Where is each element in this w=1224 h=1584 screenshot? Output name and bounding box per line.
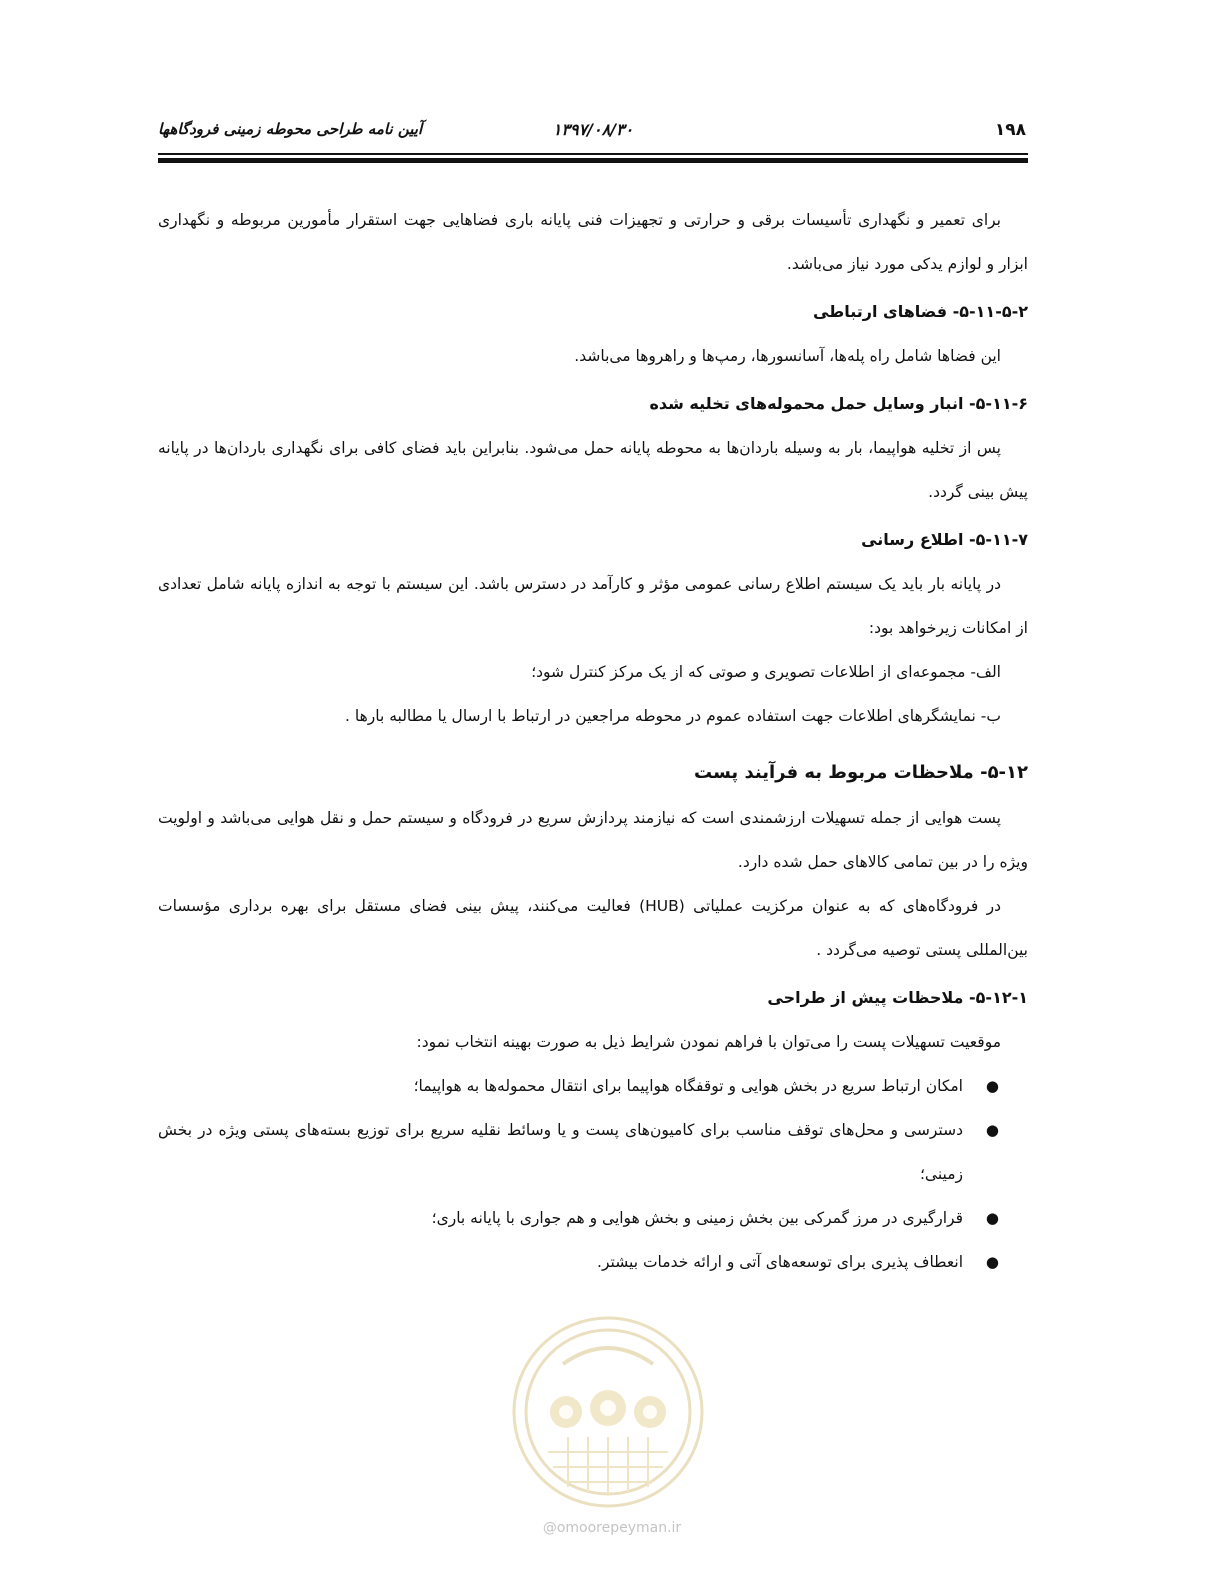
section-heading: ۵-۱۱-۶- انبار وسایل حمل محموله‌های تخلیه شده [649,394,1028,413]
list-item-text: امکان ارتباط سریع در بخش هوایی و توقفگاه هواپیما برای انتقال محموله‌ها به هواپیما؛ [413,1077,963,1095]
list-item [158,1108,1001,1196]
paragraph: موقعیت تسهیلات پست را می‌توان با فراهم نمودن شرایط ذیل به صورت بهینه انتخاب نمود: [416,1033,1001,1051]
paragraph: پست هوایی از جمله تسهیلات ارزشمندی است که نیازمند پردازش سریع در فرودگاه و سیستم حمل و نقل هوایی می‌باشد و اولویت ویژه را در بین تمامی کالاهای حمل شده دارد. [158,809,1028,871]
list-item-alef: الف- مجموعه‌ای از اطلاعات تصویری و صوتی که از یک مرکز کنترل شود؛ [531,663,1001,681]
paragraph: در فرودگاه‌های که به عنوان مرکزیت عملیاتی (HUB) فعالیت می‌کنند، پیش بینی فضای مستقل برای بهره برداری مؤسسات بین‌المللی پستی توصیه می‌گردد . [158,897,1028,959]
bullet-icon: ● [985,1077,999,1095]
list-item-text: قرارگیری در مرز گمرکی بین بخش زمینی و بخش هوایی و هم جواری با پایانه باری؛ [431,1209,963,1227]
list-item [158,1240,1001,1284]
list-item [158,1196,1001,1240]
paragraph: در پایانه بار باید یک سیستم اطلاع رسانی عمومی مؤثر و کارآمد در دسترس باشد. این سیستم با توجه به اندازه پایانه شامل تعدادی از امکانات زیرخواهد بود: [158,575,1028,637]
paragraph: این فضاها شامل راه پله‌ها، آسانسورها، رمپ‌ها و راهروها می‌باشد. [574,347,1001,365]
list-item-be: ب- نمایشگرهای اطلاعات جهت استفاده عموم در محوطه مراجعین در ارتباط با ارسال یا مطالبه بارها . [345,707,1001,725]
page-number: ۱۹۸ [994,120,1026,140]
section-heading: ۵-۱۱-۵-۲- فضاهای ارتباطی [812,302,1028,321]
paragraph: برای تعمیر و نگهداری تأسیسات برقی و حرارتی و تجهیزات فنی پایانه باری فضاهایی جهت استقرار مأمورین مربوطه و نگهداری ابزار و لوازم یدکی مورد نیاز می‌باشد. [158,211,1028,273]
list-item-text: انعطاف پذیری برای توسعه‌های آتی و ارائه خدمات بیشتر. [597,1253,963,1271]
section-heading: ۵-۱۱-۷- اطلاع رسانی [861,530,1028,549]
chapter-section-heading: ۵-۱۲- ملاحظات مربوط به فرآیند پست [694,762,1028,783]
section-heading: ۵-۱۲-۱- ملاحظات پیش از طراحی [767,988,1028,1007]
bullet-icon: ● [985,1209,999,1227]
header-rule-thick [158,158,1028,163]
list-item-text: دسترسی و محل‌های توقف مناسب برای کامیون‌های پست و یا وسائط نقلیه سریع برای توزیع بسته‌های پستی ویژه در بخش زمینی؛ [158,1121,963,1183]
bullet-list [158,1064,1028,1284]
list-item [158,1064,1001,1108]
watermark-site: @omoorepeyman.ir [542,1520,682,1536]
paragraph: پس از تخلیه هواپیما، بار به وسیله باردان‌ها به محوطه پایانه حمل می‌شود. بنابراین باید فضای کافی برای نگهداری باردان‌ها در پایانه پیش بینی گردد. [158,439,1028,501]
header-rule-thin [158,153,1028,155]
page-content [158,198,1028,1284]
bullet-icon: ● [985,1121,999,1139]
bullet-icon: ● [985,1253,999,1271]
watermark-seal [508,1312,708,1512]
header-date: ۱۳۹۷/۰۸/۳۰ [552,120,634,139]
page-header [158,120,1028,148]
header-title: آیین نامه طراحی محوطه زمینی فرودگاهها [158,120,423,138]
